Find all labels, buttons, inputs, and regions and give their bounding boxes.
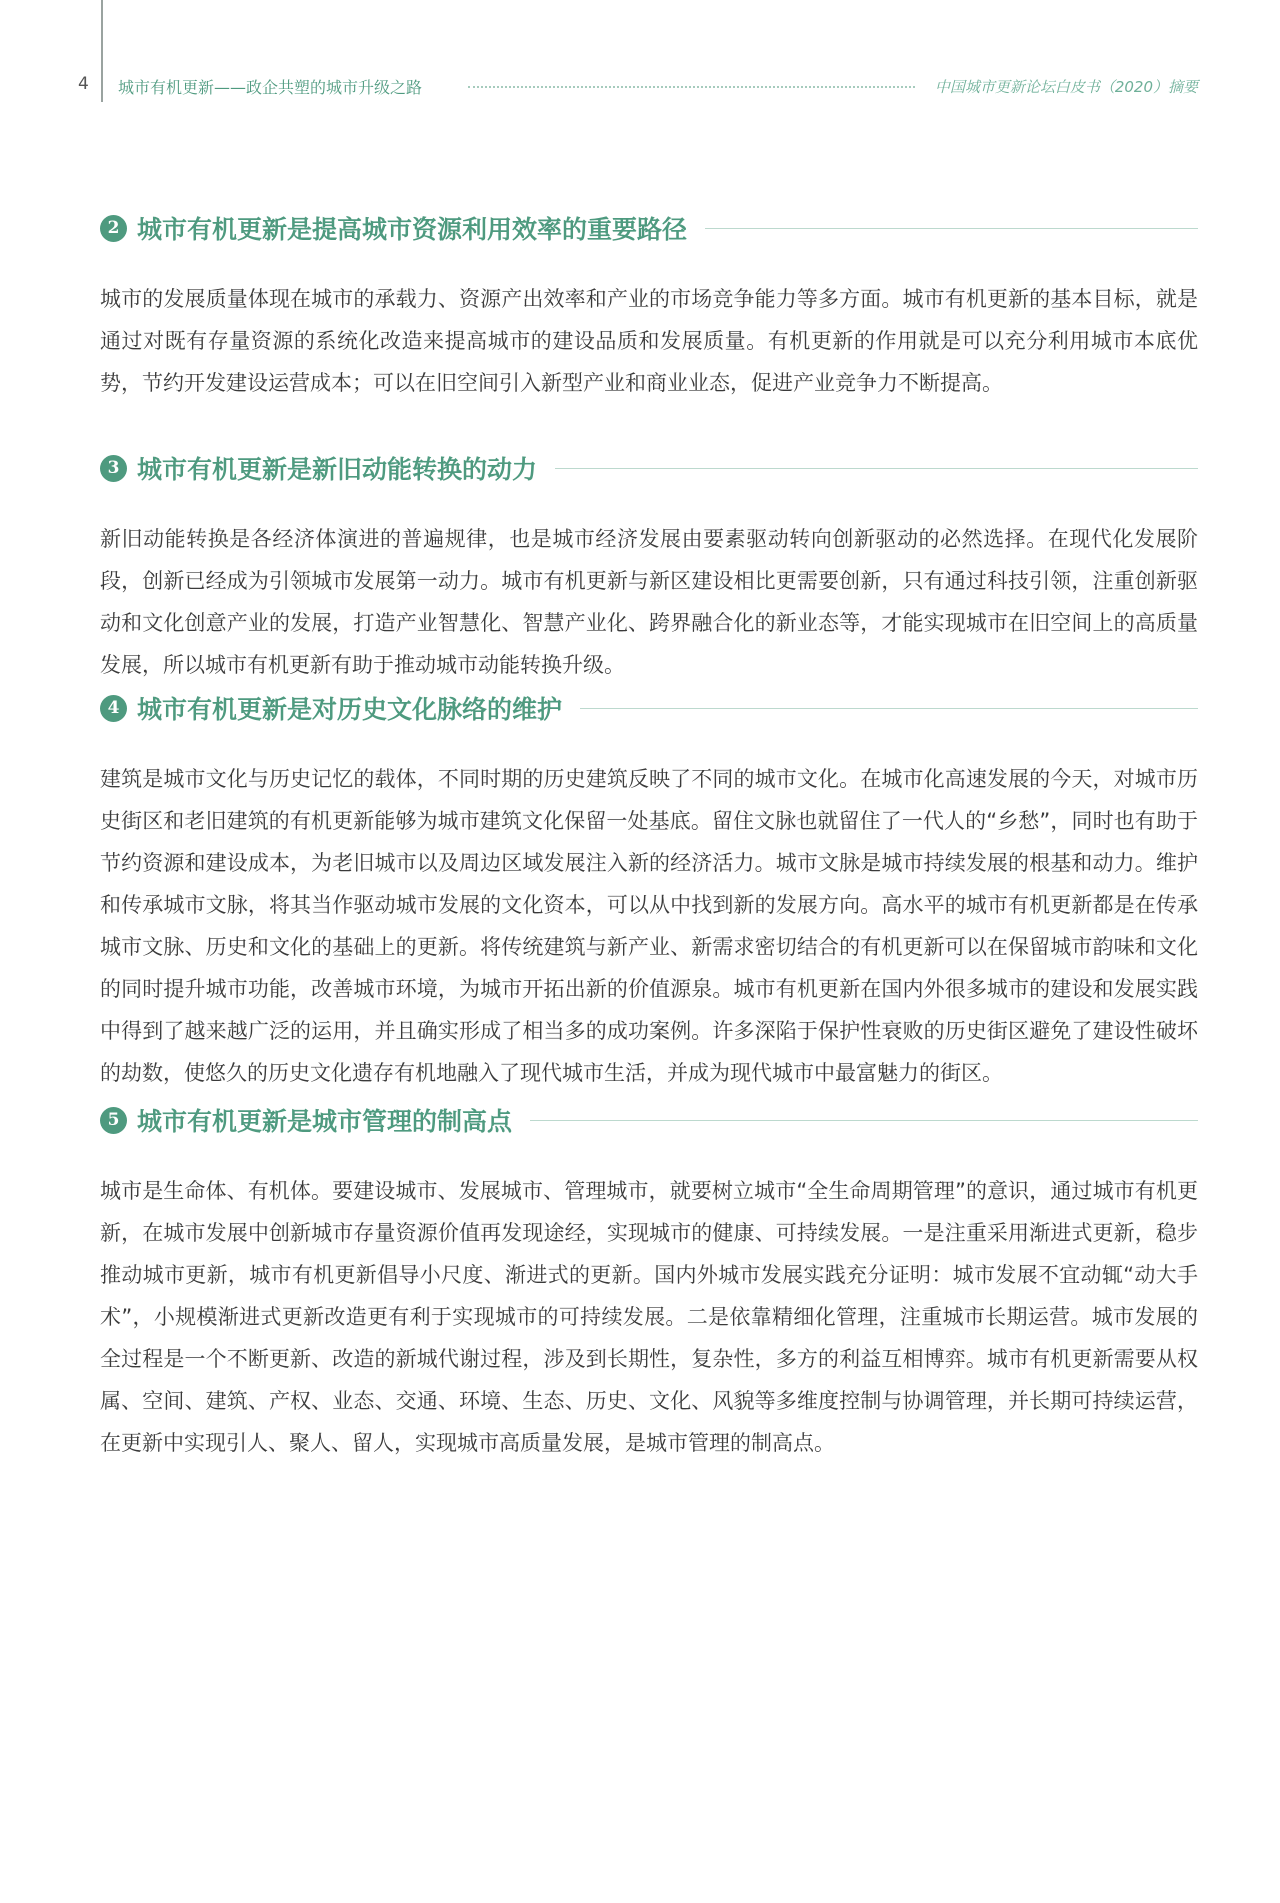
- section-heading: [100, 688, 1198, 728]
- section-body: 城市的发展质量体现在城市的承载力、资源产出效率和产业的市场竞争能力等多方面。城市有机更新的基本目标，就是通过对既有存量资源的系统化改造来提高城市的建设品质和发展质量。有机更新的作用就是可以充分利用城市本底优势，节约开发建设运营成本；可以在旧空间引入新型产业和商业业态，促进产业竞争力不断提高。: [100, 287, 1198, 395]
- section-heading: [100, 1100, 1198, 1140]
- heading-divider-line: [705, 228, 1198, 229]
- section-number-badge: 5: [100, 1107, 127, 1134]
- running-title: 城市有机更新——政企共塑的城市升级之路: [118, 78, 423, 97]
- section-5: [100, 1100, 1198, 1464]
- heading-divider-line: [555, 468, 1198, 469]
- section-number-badge: 4: [100, 695, 127, 722]
- section-number-badge: 2: [100, 215, 127, 242]
- section-number-badge: 3: [100, 455, 127, 482]
- heading-divider-line: [530, 1120, 1198, 1121]
- section-4: [100, 688, 1198, 1094]
- publication-title: 中国城市更新论坛白皮书（2020）摘要: [934, 78, 1198, 96]
- section-heading: [100, 448, 1198, 488]
- section-heading: [100, 208, 1198, 248]
- section-body: 建筑是城市文化与历史记忆的载体，不同时期的历史建筑反映了不同的城市文化。在城市化高速发展的今天，对城市历史街区和老旧建筑的有机更新能够为城市建筑文化保留一处基底。留住文脉也就留住了一代人的“乡愁”，同时也有助于节约资源和建设成本，为老旧城市以及周边区域发展注入新的经济活力。城市文脉是城市持续发展的根基和动力。维护和传承城市文脉，将其当作驱动城市发展的文化资本，可以从中找到新的发展方向。高水平的城市有机更新都是在传承城市文脉、历史和文化的基础上的更新。将传统建筑与新产业、新需求密切结合的有机更新可以在保留城市韵味和文化的同时提升城市功能，改善城市环境，为城市开拓出新的价值源泉。城市有机更新在国内外很多城市的建设和发展实践中得到了越来越广泛的运用，并且确实形成了相当多的成功案例。许多深陷于保护性衰败的历史街区避免了建设性破坏的劫数，使悠久的历史文化遗存有机地融入了现代城市生活，并成为现代城市中最富魅力的街区。: [100, 767, 1198, 1085]
- section-title: 城市有机更新是提高城市资源利用效率的重要路径: [137, 215, 688, 244]
- section-3: [100, 448, 1198, 686]
- section-body: 城市是生命体、有机体。要建设城市、发展城市、管理城市，就要树立城市“全生命周期管理”的意识，通过城市有机更新，在城市发展中创新城市存量资源价值再发现途经，实现城市的健康、可持续发展。一是注重采用渐进式更新，稳步推动城市更新，城市有机更新倡导小尺度、渐进式的更新。国内外城市发展实践充分证明：城市发展不宜动辄“动大手术”，小规模渐进式更新改造更有利于实现城市的可持续发展。二是依靠精细化管理，注重城市长期运营。城市发展的全过程是一个不断更新、改造的新城代谢过程，涉及到长期性，复杂性，多方的利益互相博弈。城市有机更新需要从权属、空间、建筑、产权、业态、交通、环境、生态、历史、文化、风貌等多维度控制与协调管理，并长期可持续运营，在更新中实现引人、聚人、留人，实现城市高质量发展，是城市管理的制高点。: [100, 1179, 1198, 1455]
- section-body: 新旧动能转换是各经济体演进的普遍规律，也是城市经济发展由要素驱动转向创新驱动的必然选择。在现代化发展阶段，创新已经成为引领城市发展第一动力。城市有机更新与新区建设相比更需要创新，只有通过科技引领，注重创新驱动和文化创意产业的发展，打造产业智慧化、智慧产业化、跨界融合化的新业态等，才能实现城市在旧空间上的高质量发展，所以城市有机更新有助于推动城市动能转换升级。: [100, 527, 1198, 677]
- header-vertical-rule: [101, 0, 103, 102]
- page-number: 4: [78, 74, 89, 94]
- section-2: [100, 208, 1198, 404]
- section-title: 城市有机更新是新旧动能转换的动力: [137, 455, 538, 484]
- header-dotted-divider: [468, 86, 915, 88]
- section-title: 城市有机更新是对历史文化脉络的维护: [137, 695, 563, 724]
- section-title: 城市有机更新是城市管理的制高点: [137, 1107, 513, 1136]
- heading-divider-line: [580, 708, 1198, 709]
